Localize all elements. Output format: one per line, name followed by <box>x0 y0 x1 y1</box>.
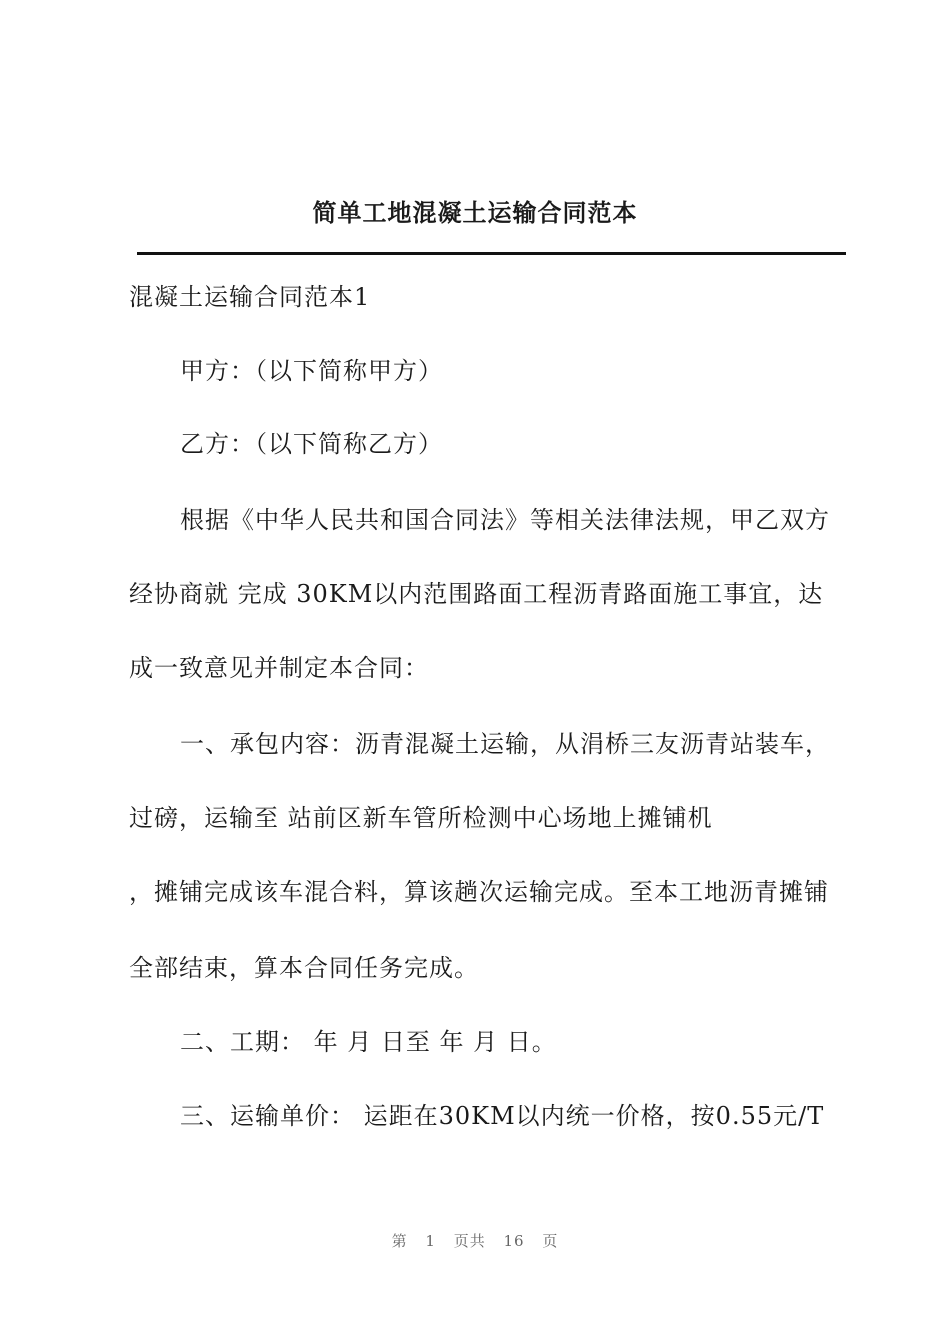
clause-line: 三、运输单价： 运距在30KM以内统一价格，按0.55元/T <box>180 1102 825 1130</box>
paragraph-line: 根据《中华人民共和国合同法》等相关法律法规，甲乙双方 <box>180 506 830 534</box>
paragraph-line: 成一致意见并制定本合同： <box>129 654 429 682</box>
clause-line: 二、工期： 年 月 日至 年 月 日。 <box>180 1028 557 1056</box>
clause-line: 全部结束，算本合同任务完成。 <box>129 954 479 982</box>
footer-middle: 页共 <box>453 1232 486 1250</box>
clause-line: 一、承包内容：沥青混凝土运输，从涓桥三友沥青站装车， <box>180 730 830 758</box>
party-b-line: 乙方：（以下简称乙方） <box>180 430 443 458</box>
footer-suffix: 页 <box>542 1232 559 1250</box>
footer-prefix: 第 <box>391 1232 408 1250</box>
document-title: 简单工地混凝土运输合同范本 <box>312 198 638 227</box>
section-heading: 混凝土运输合同范本1 <box>129 283 371 311</box>
page-footer <box>0 1230 950 1251</box>
clause-line: ，摊铺完成该车混合料，算该趟次运输完成。至本工地沥青摊铺 <box>129 878 829 906</box>
footer-page-number: 1 <box>425 1232 436 1250</box>
paragraph-line: 经协商就 完成 30KM以内范围路面工程沥青路面施工事宜，达 <box>129 580 824 608</box>
footer-total-pages: 16 <box>503 1232 525 1250</box>
title-divider <box>137 252 846 255</box>
party-a-line: 甲方：（以下简称甲方） <box>180 357 443 385</box>
clause-line: 过磅，运输至 站前区新车管所检测中心场地上摊铺机 <box>129 804 713 832</box>
